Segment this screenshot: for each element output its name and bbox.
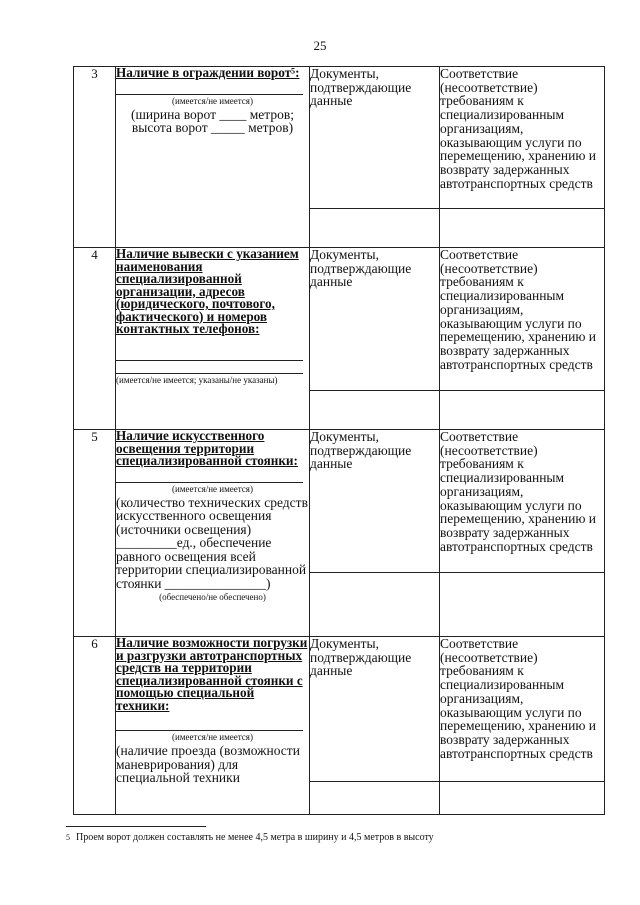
table-row xyxy=(74,67,605,209)
requirement-empty-cell xyxy=(440,391,605,430)
field-hint: (имеется/не имеется) xyxy=(172,732,253,742)
documents-empty-cell xyxy=(310,209,440,248)
documents-empty-cell xyxy=(310,782,440,815)
criterion-title: Наличие вывески с указанием наименования специализированной организации, адресов (юридического, почтового, фактического) и номеров контактных телефонов: xyxy=(116,246,299,336)
documents-empty-cell xyxy=(310,573,440,637)
table-row xyxy=(74,430,605,573)
row-number: 4 xyxy=(74,248,116,430)
requirement-cell: Соответствие (несоответствие) требованиям к специализированным организациям, оказывающим услуги по перемещению, хранению и возврату задержанных автотранспортных средств xyxy=(440,637,605,782)
documents-cell: Документы, подтверждающие данные xyxy=(310,637,440,782)
criterion-details: (ширина ворот ____ метров; высота ворот _____ метров) xyxy=(131,106,294,136)
row-number: 6 xyxy=(74,637,116,815)
requirement-cell: Соответствие (несоответствие) требованиям к специализированным организациям, оказывающим услуги по перемещению, хранению и возврату задержанных автотранспортных средств xyxy=(440,67,605,209)
documents-cell: Документы, подтверждающие данные xyxy=(310,248,440,391)
requirement-cell: Соответствие (несоответствие) требованиям к специализированным организациям, оказывающим услуги по перемещению, хранению и возврату задержанных автотранспортных средств xyxy=(440,430,605,573)
criterion-details: (количество технических средств искусственного освещения (источники освещения) _________ед., обеспечение равного освещения всей территории специализированной стоянки _______________) xyxy=(116,494,308,592)
documents-cell: Документы, подтверждающие данные xyxy=(310,430,440,573)
requirement-empty-cell xyxy=(440,209,605,248)
row-number: 5 xyxy=(74,430,116,637)
footnote-mark: 5 xyxy=(66,833,70,842)
requirement-empty-cell xyxy=(440,573,605,637)
table-row xyxy=(74,248,605,391)
field-hint: (имеется/не имеется; указаны/не указаны) xyxy=(116,374,278,385)
requirement-empty-cell xyxy=(440,782,605,815)
criterion-cell xyxy=(116,430,310,637)
row-number: 3 xyxy=(74,67,116,248)
documents-empty-cell xyxy=(310,391,440,430)
footnote-text: Проем ворот должен составлять не менее 4,5 метра в ширину и 4,5 метров в высоту xyxy=(76,832,434,843)
criterion-cell xyxy=(116,248,310,430)
documents-cell: Документы, подтверждающие данные xyxy=(310,67,440,209)
footnote xyxy=(66,832,606,844)
page-number: 25 xyxy=(313,38,327,53)
field-hint: (имеется/не имеется) xyxy=(172,483,253,494)
criterion-cell xyxy=(116,67,310,248)
criterion-details: (наличие проезда (возможности маневрирования) для специальной техники xyxy=(116,743,300,786)
criterion-title: Наличие искусственного освещения территории специализированной стоянки: xyxy=(116,428,298,468)
requirement-cell: Соответствие (несоответствие) требованиям к специализированным организациям, оказывающим услуги по перемещению, хранению и возврату задержанных автотранспортных средств xyxy=(440,248,605,391)
criterion-title: Наличие в ограждении ворот⁵: xyxy=(116,65,300,80)
criterion-cell xyxy=(116,637,310,815)
footnote-rule xyxy=(66,826,206,827)
requirements-table xyxy=(73,66,605,815)
criterion-title: Наличие возможности погрузки и разгрузки автотранспортных средств на территории специализированной стоянки с помощью специальной техники: xyxy=(116,635,308,713)
field-hint-secondary: (обеспечено/не обеспечено) xyxy=(159,591,266,602)
field-hint: (имеется/не имеется) xyxy=(172,95,253,106)
table-row xyxy=(74,637,605,782)
blank-line xyxy=(116,360,303,361)
